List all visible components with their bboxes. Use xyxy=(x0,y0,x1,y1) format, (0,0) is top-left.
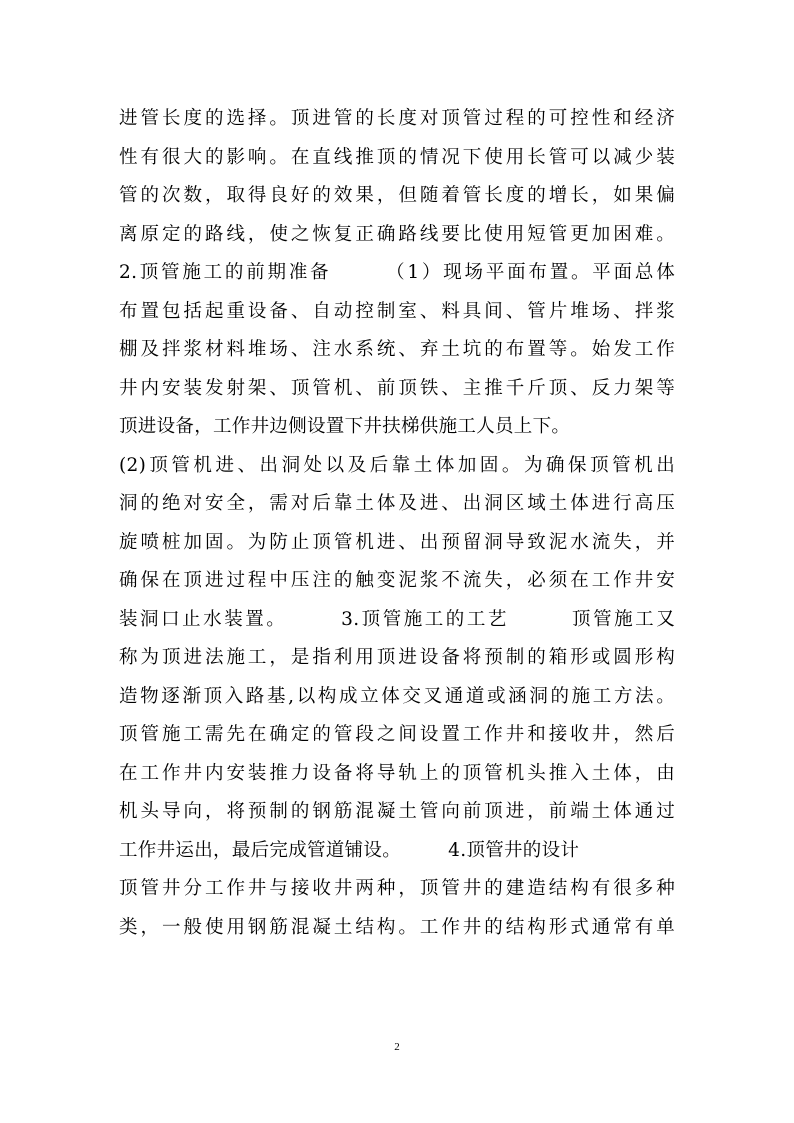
text-line: 离原定的路线，使之恢复正确路线要比使用短管更加困难。 xyxy=(119,223,675,245)
text-line: 造物逐渐顶入路基,以构成立体交叉通道或涵洞的施工方法。 xyxy=(119,685,675,707)
text-line: 2.顶管施工的前期准备 （1）现场平面布置。平面总体 xyxy=(119,262,675,283)
text-line: 洞的绝对安全，需对后靠土体及进、出洞区域土体进行高压 xyxy=(119,493,675,514)
text-line: 布置包括起重设备、自动控制室、料具间、管片堆场、拌浆 xyxy=(119,300,675,322)
text-line: 机头导向，将预制的钢筋混凝土管向前顶进，前端土体通过 xyxy=(119,801,675,822)
text-line: 顶进设备，工作井边侧设置下井扶梯供施工人员上下。 xyxy=(119,416,571,437)
text-line: (2)顶管机进、出洞处以及后靠土体加固。为确保顶管机出 xyxy=(119,454,675,476)
text-line: 工作井运出，最后完成管道铺设。 4.顶管井的设计 xyxy=(119,839,580,861)
text-line: 装洞口止水装置。 3.顶管施工的工艺 顶管施工又 xyxy=(119,608,675,630)
text-line: 类，一般使用钢筋混凝土结构。工作井的结构形式通常有单 xyxy=(119,916,675,938)
text-line: 性有很大的影响。在直线推顶的情况下使用长管可以减少装 xyxy=(119,146,675,168)
text-line: 管的次数，取得良好的效果，但随着管长度的增长，如果偏 xyxy=(119,185,675,206)
text-line: 称为顶进法施工，是指利用顶进设备将预制的箱形或圆形构 xyxy=(119,647,675,668)
text-line: 井内安装发射架、顶管机、前顶铁、主推千斤顶、反力架等 xyxy=(119,377,675,399)
text-line: 旋喷桩加固。为防止顶管机进、出预留洞导致泥水流失，并 xyxy=(119,531,675,553)
text-line: 确保在顶进过程中压注的触变泥浆不流失，必须在工作井安 xyxy=(119,570,675,591)
text-line: 进管长度的选择。顶进管的长度对顶管过程的可控性和经济 xyxy=(119,108,675,129)
text-line: 顶管井分工作井与接收井两种，顶管井的建造结构有很多种 xyxy=(119,878,675,899)
page-number: 2 xyxy=(394,1041,400,1053)
body-text xyxy=(119,100,675,947)
text-line: 在工作井内安装推力设备将导轨上的顶管机头推入土体，由 xyxy=(119,762,675,784)
text-line: 顶管施工需先在确定的管段之间设置工作井和接收井，然后 xyxy=(119,724,675,745)
text-line: 棚及拌浆材料堆场、注水系统、弃土坑的布置等。始发工作 xyxy=(119,339,675,360)
